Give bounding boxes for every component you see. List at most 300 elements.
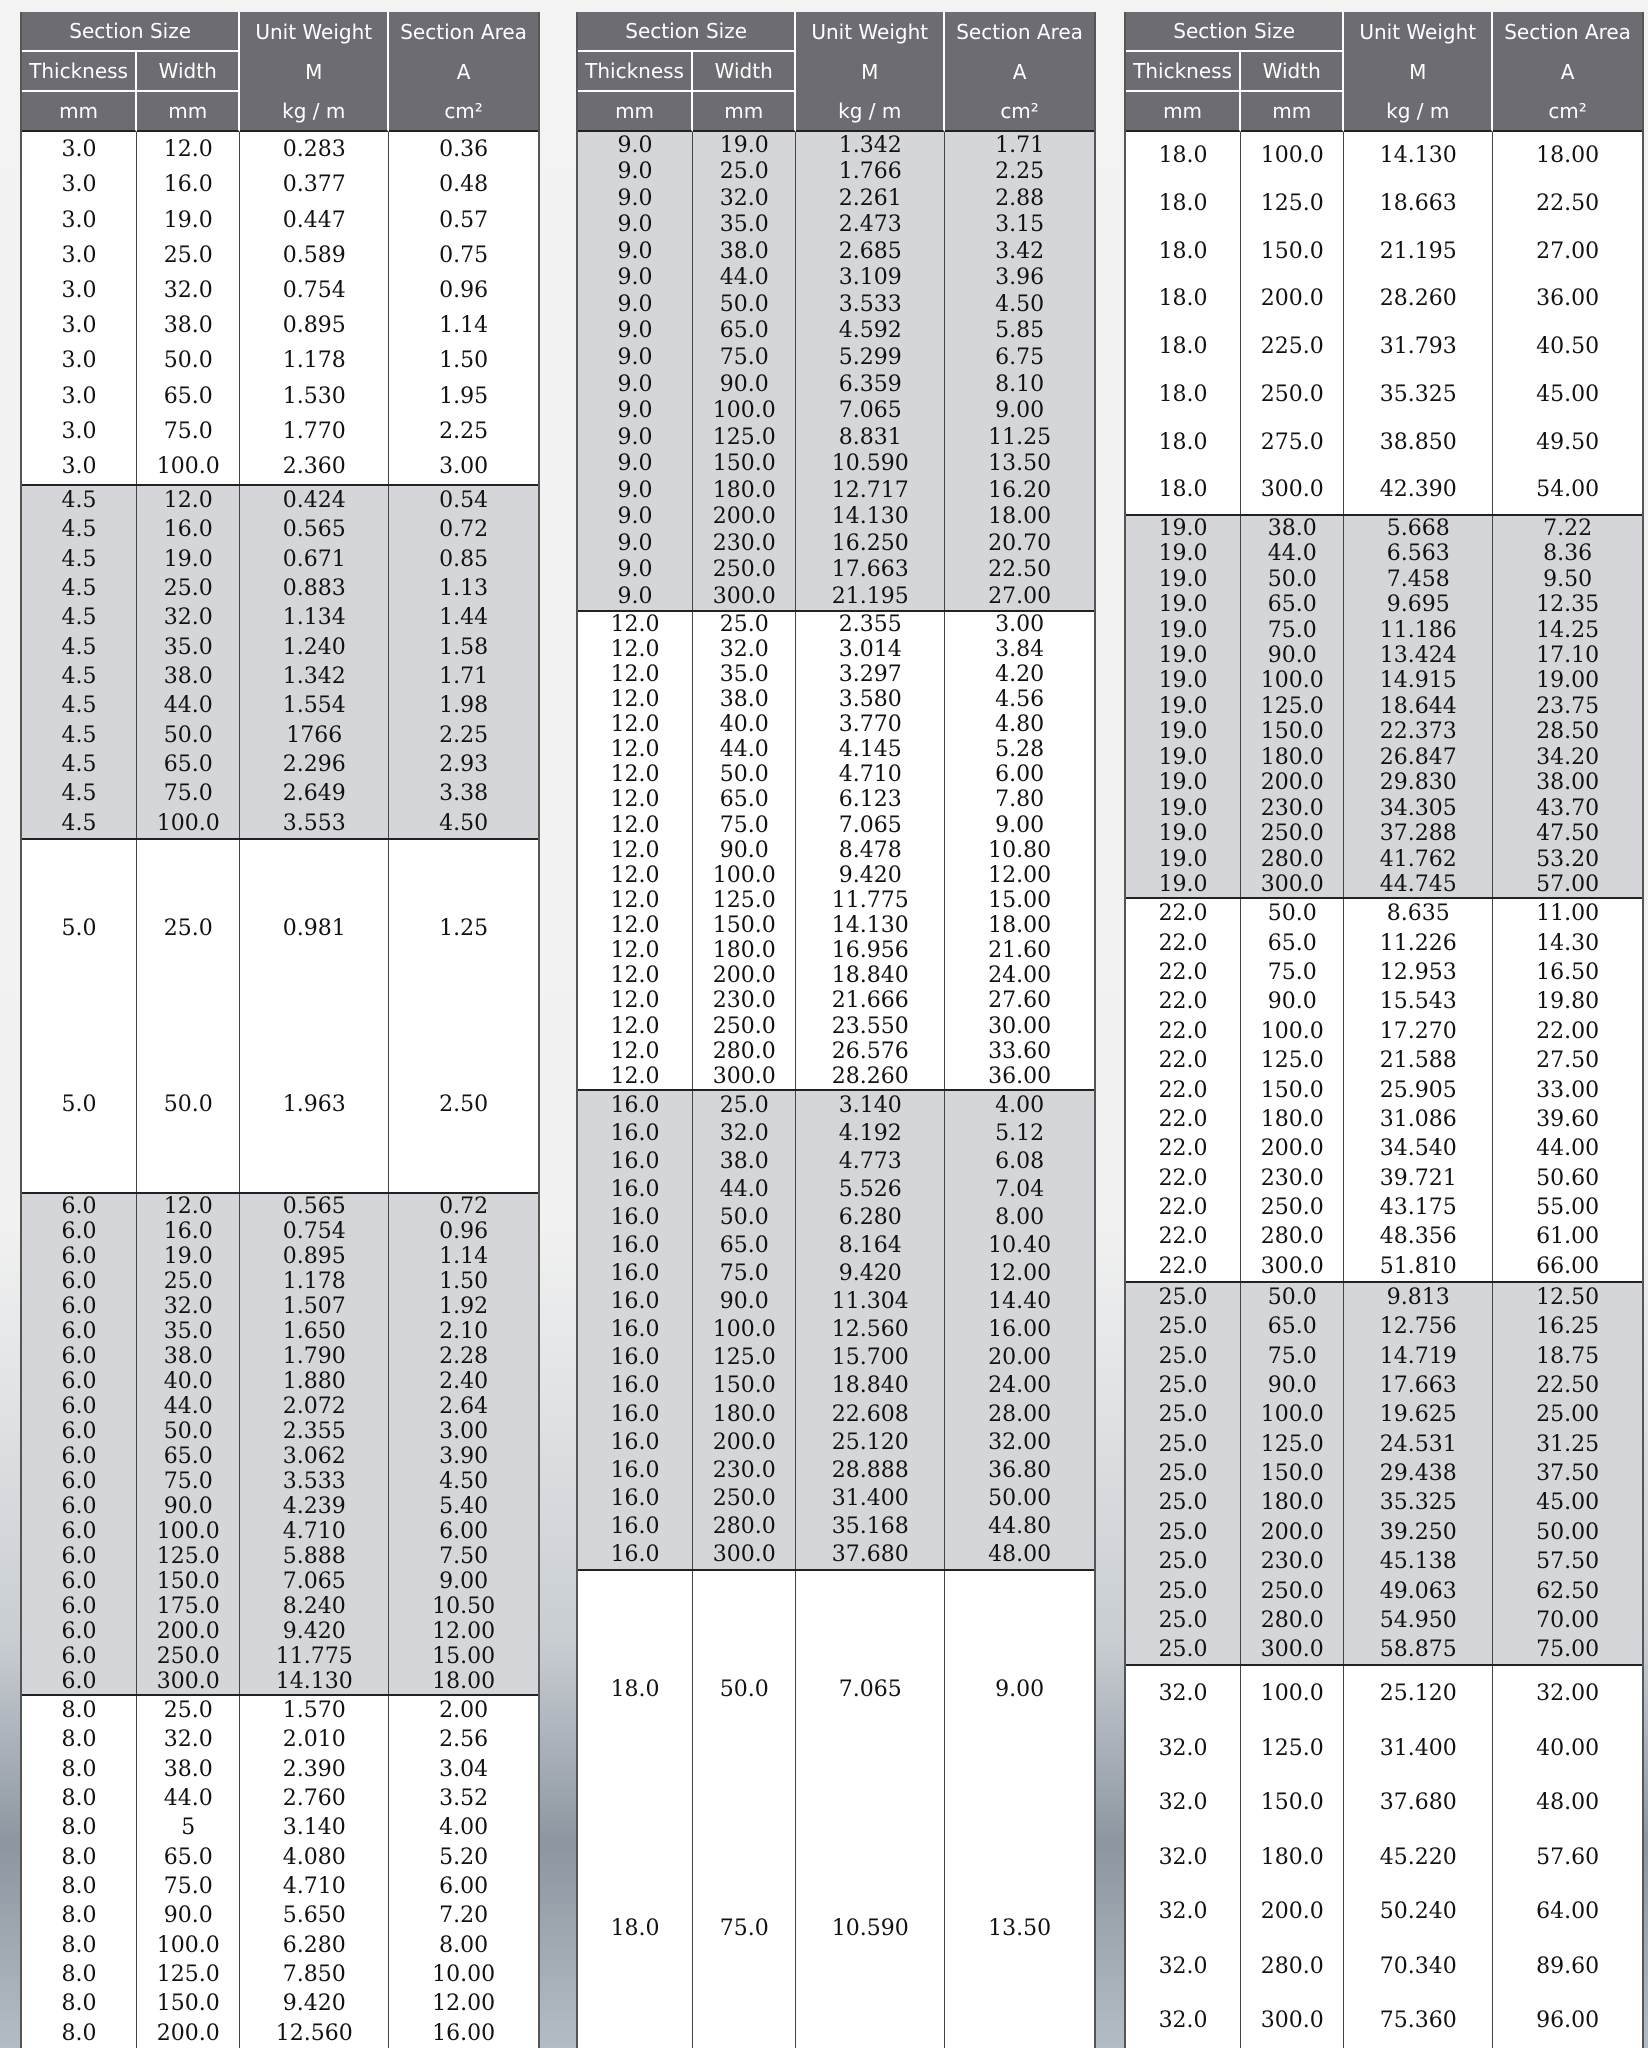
section-area-cell: 2.25 [439, 418, 489, 444]
thickness-cell: 4.5 [22, 750, 137, 779]
table-row [22, 1016, 538, 1192]
spec-table-middle [576, 12, 1096, 2048]
unit-weight-cell: 48.356 [1344, 1222, 1493, 1251]
section-area-cell: 4.56 [995, 686, 1045, 712]
table-row [22, 1519, 538, 1544]
unit-weight-cell: 21.195 [796, 583, 945, 610]
thickness-cell: 3.0 [22, 378, 137, 413]
thickness-cell: 6.0 [22, 1394, 137, 1419]
table-row [578, 265, 1094, 292]
unit-weight-cell: 0.377 [240, 167, 389, 202]
table-row [1126, 745, 1642, 770]
unit-weight-cell: 39.721 [1344, 1163, 1493, 1192]
section-area-cell: 40.00 [1536, 1735, 1600, 1761]
thickness-cell: 18.0 [1126, 227, 1241, 275]
header-unit-mm: mm [22, 92, 137, 132]
unit-weight-cell: 16.956 [796, 938, 945, 963]
unit-weight-cell: 21.195 [1344, 227, 1493, 275]
unit-weight-cell: 39.250 [1344, 1518, 1493, 1547]
section-area-cell: 4.20 [995, 661, 1045, 687]
section-area-cell: 23.75 [1536, 693, 1600, 719]
section-area-cell: 14.40 [988, 1289, 1052, 1315]
table-row [578, 1260, 1094, 1288]
width-cell: 150.0 [1241, 719, 1344, 744]
unit-weight-cell: 35.325 [1344, 371, 1493, 419]
unit-weight-cell: 11.186 [1344, 617, 1493, 642]
width-cell: 180.0 [693, 938, 796, 963]
thickness-cell: 22.0 [1126, 1075, 1241, 1104]
section-area-cell: 7.50 [439, 1544, 489, 1569]
section-area-cell: 33.00 [1536, 1077, 1600, 1103]
table-row [578, 1484, 1094, 1512]
unit-weight-cell: 9.420 [796, 1260, 945, 1288]
width-cell: 44.0 [137, 1394, 240, 1419]
width-cell: 300.0 [1241, 1635, 1344, 1664]
thickness-cell: 3.0 [22, 238, 137, 273]
table-row [22, 1194, 538, 1219]
width-cell: 75.0 [1241, 617, 1344, 642]
thickness-cell: 8.0 [22, 1989, 137, 2018]
unit-weight-cell: 22.373 [1344, 719, 1493, 744]
section-area-cell: 2.00 [439, 1698, 489, 1724]
thickness-cell: 6.0 [22, 1644, 137, 1669]
unit-weight-cell: 1.342 [796, 132, 945, 159]
section-area-cell: 0.54 [439, 488, 489, 514]
width-cell: 5 [137, 1813, 240, 1842]
unit-weight-cell: 4.710 [796, 762, 945, 787]
header-section-size: Section Size [1126, 12, 1344, 52]
unit-weight-cell: 3.014 [796, 637, 945, 662]
width-cell: 75.0 [693, 344, 796, 371]
thickness-cell: 16.0 [578, 1344, 693, 1372]
thickness-cell: 9.0 [578, 371, 693, 398]
unit-weight-cell: 1.240 [240, 633, 389, 662]
thickness-cell: 18.0 [1126, 132, 1241, 180]
thickness-cell: 19.0 [1126, 745, 1241, 770]
thickness-cell: 8.0 [22, 1725, 137, 1754]
thickness-cell: 12.0 [578, 1014, 693, 1039]
table-row [22, 1494, 538, 1519]
section-area-cell: 5.40 [439, 1494, 489, 1519]
width-cell: 16.0 [137, 1219, 240, 1244]
table-row [22, 662, 538, 691]
unit-weight-cell: 22.608 [796, 1400, 945, 1428]
thickness-cell: 6.0 [22, 1194, 137, 1219]
thickness-cell: 25.0 [1126, 1371, 1241, 1400]
unit-weight-cell: 2.010 [240, 1725, 389, 1754]
thickness-cell: 9.0 [578, 318, 693, 345]
thickness-cell: 5.0 [22, 1016, 137, 1192]
unit-weight-cell: 4.710 [240, 1519, 389, 1544]
unit-weight-cell: 6.563 [1344, 541, 1493, 566]
section-area-cell: 27.00 [1536, 238, 1600, 264]
thickness-cell: 19.0 [1126, 592, 1241, 617]
thickness-cell: 9.0 [578, 159, 693, 186]
table-row [578, 238, 1094, 265]
table-row [1126, 1017, 1642, 1046]
section-area-cell: 1.71 [439, 664, 489, 690]
header-a-symbol: A [456, 60, 471, 84]
thickness-group [1126, 516, 1642, 900]
thickness-group [22, 486, 538, 840]
thickness-cell: 16.0 [578, 1400, 693, 1428]
width-cell: 19.0 [137, 545, 240, 574]
thickness-cell: 12.0 [578, 888, 693, 913]
width-cell: 180.0 [1241, 1105, 1344, 1134]
width-cell: 35.0 [137, 633, 240, 662]
section-area-cell: 28.50 [1536, 719, 1600, 745]
unit-weight-cell: 7.065 [240, 1569, 389, 1594]
width-cell: 225.0 [1241, 323, 1344, 371]
width-cell: 25.0 [693, 1091, 796, 1119]
unit-weight-cell: 0.981 [240, 840, 389, 1016]
table-row [1126, 1371, 1642, 1400]
width-cell: 200.0 [1241, 1884, 1344, 1939]
table-row [22, 449, 538, 484]
header-thickness: Thickness [578, 52, 693, 92]
table-row [1126, 899, 1642, 928]
header-unit-kgm: kg / m [240, 92, 389, 132]
width-cell: 180.0 [1241, 1830, 1344, 1885]
width-cell: 150.0 [1241, 1459, 1344, 1488]
thickness-cell: 16.0 [578, 1231, 693, 1259]
table-row [578, 737, 1094, 762]
width-cell: 125.0 [1241, 180, 1344, 228]
header-a-symbol: A [1012, 60, 1027, 84]
table-row [578, 662, 1094, 687]
thickness-cell: 25.0 [1126, 1576, 1241, 1605]
width-cell: 100.0 [1241, 1400, 1344, 1429]
unit-weight-cell: 7.065 [796, 813, 945, 838]
width-cell: 32.0 [137, 273, 240, 308]
table-header [578, 12, 1094, 132]
unit-weight-cell: 6.123 [796, 787, 945, 812]
section-area-cell: 12.00 [432, 1619, 496, 1644]
width-cell: 50.0 [137, 343, 240, 378]
width-cell: 150.0 [693, 450, 796, 477]
width-cell: 275.0 [1241, 418, 1344, 466]
header-m-symbol: M [1344, 52, 1493, 92]
table-row [22, 1619, 538, 1644]
width-cell: 75.0 [693, 813, 796, 838]
unit-weight-cell: 17.270 [1344, 1017, 1493, 1046]
table-row [578, 1014, 1094, 1039]
width-cell: 32.0 [693, 637, 796, 662]
table-row [22, 750, 538, 779]
thickness-cell: 9.0 [578, 530, 693, 557]
section-area-cell: 2.10 [439, 1319, 489, 1344]
thickness-cell: 12.0 [578, 1064, 693, 1089]
section-area-cell: 12.50 [1536, 1284, 1600, 1310]
width-cell: 44.0 [693, 265, 796, 292]
section-area-cell: 16.50 [1536, 960, 1600, 986]
section-area-cell: 11.25 [988, 424, 1052, 450]
table-row [578, 1203, 1094, 1231]
section-area-cell: 24.00 [988, 963, 1052, 989]
unit-weight-cell: 9.695 [1344, 592, 1493, 617]
thickness-cell: 25.0 [1126, 1488, 1241, 1517]
thickness-cell: 16.0 [578, 1428, 693, 1456]
width-cell: 125.0 [693, 424, 796, 451]
thickness-cell: 25.0 [1126, 1606, 1241, 1635]
width-cell: 38.0 [137, 1344, 240, 1369]
section-area-cell: 5.28 [995, 737, 1045, 763]
thickness-cell: 18.0 [1126, 180, 1241, 228]
table-row [578, 132, 1094, 159]
thickness-cell: 6.0 [22, 1419, 137, 1444]
unit-weight-cell: 4.145 [796, 737, 945, 762]
header-unit-mm: mm [1241, 92, 1344, 132]
table-row [578, 1428, 1094, 1456]
table-row [1126, 592, 1642, 617]
section-area-cell: 5.85 [995, 318, 1045, 344]
table-row [578, 371, 1094, 398]
unit-weight-cell: 17.663 [796, 557, 945, 584]
thickness-cell: 8.0 [22, 1931, 137, 1960]
table-row [1126, 1830, 1642, 1885]
table-row [22, 1931, 538, 1960]
section-area-cell: 6.00 [439, 1874, 489, 1900]
thickness-cell: 3.0 [22, 273, 137, 308]
table-row [1126, 1400, 1642, 1429]
table-row [1126, 719, 1642, 744]
unit-weight-cell: 3.533 [796, 291, 945, 318]
unit-weight-cell: 35.325 [1344, 1488, 1493, 1517]
unit-weight-cell: 6.359 [796, 371, 945, 398]
section-area-cell: 15.00 [432, 1644, 496, 1669]
table-row [578, 1039, 1094, 1064]
unit-weight-cell: 8.240 [240, 1594, 389, 1619]
table-row [22, 1989, 538, 2018]
unit-weight-cell: 49.063 [1344, 1576, 1493, 1605]
table-row [578, 1147, 1094, 1175]
thickness-cell: 9.0 [578, 344, 693, 371]
header-unit-mm: mm [137, 92, 240, 132]
table-row [1126, 516, 1642, 541]
table-row [578, 938, 1094, 963]
width-cell: 65.0 [137, 378, 240, 413]
table-row [578, 1344, 1094, 1372]
section-area-cell: 2.40 [439, 1369, 489, 1394]
width-cell: 40.0 [137, 1369, 240, 1394]
thickness-cell: 6.0 [22, 1494, 137, 1519]
unit-weight-cell: 4.239 [240, 1494, 389, 1519]
section-area-cell: 0.48 [439, 172, 489, 198]
unit-weight-cell: 3.533 [240, 1469, 389, 1494]
table-row [22, 343, 538, 378]
table-row [1126, 1666, 1642, 1721]
section-area-cell: 4.50 [439, 1469, 489, 1494]
width-cell: 25.0 [137, 238, 240, 273]
table-row [578, 1512, 1094, 1540]
table-row [1126, 770, 1642, 795]
section-area-cell: 50.00 [988, 1485, 1052, 1511]
width-cell: 50.0 [693, 762, 796, 787]
unit-weight-cell: 5.650 [240, 1901, 389, 1930]
section-area-cell: 3.84 [995, 636, 1045, 662]
thickness-cell: 12.0 [578, 963, 693, 988]
width-cell: 150.0 [693, 1372, 796, 1400]
section-area-cell: 10.40 [988, 1233, 1052, 1259]
thickness-cell: 18.0 [1126, 418, 1241, 466]
thickness-cell: 4.5 [22, 515, 137, 544]
section-area-cell: 96.00 [1536, 2008, 1600, 2034]
thickness-group [578, 1571, 1094, 2048]
table-row [22, 308, 538, 343]
section-area-cell: 4.00 [995, 1092, 1045, 1118]
unit-weight-cell: 1.134 [240, 603, 389, 632]
unit-weight-cell: 44.745 [1344, 872, 1493, 897]
section-area-cell: 3.52 [439, 1786, 489, 1812]
width-cell: 230.0 [1241, 1547, 1344, 1576]
table-body [578, 132, 1094, 2048]
header-unit-cm2: cm² [389, 92, 538, 132]
thickness-cell: 16.0 [578, 1288, 693, 1316]
section-area-cell: 22.50 [988, 557, 1052, 583]
thickness-cell: 22.0 [1126, 1163, 1241, 1192]
section-area-cell: 38.00 [1536, 770, 1600, 796]
thickness-cell: 32.0 [1126, 1939, 1241, 1994]
thickness-cell: 18.0 [1126, 275, 1241, 323]
unit-weight-cell: 2.261 [796, 185, 945, 212]
table-row [22, 721, 538, 750]
thickness-cell: 4.5 [22, 779, 137, 808]
width-cell: 65.0 [693, 787, 796, 812]
width-cell: 90.0 [137, 1494, 240, 1519]
header-unit-mm: mm [693, 92, 796, 132]
table-row [1126, 1775, 1642, 1830]
unit-weight-cell: 35.168 [796, 1512, 945, 1540]
thickness-cell: 3.0 [22, 308, 137, 343]
thickness-cell: 19.0 [1126, 643, 1241, 668]
width-cell: 175.0 [137, 1594, 240, 1619]
header-section-area: Section Area [400, 20, 527, 44]
table-row [1126, 987, 1642, 1016]
header-row-units [578, 92, 1094, 132]
section-area-cell: 37.50 [1536, 1461, 1600, 1487]
table-row [1126, 1193, 1642, 1222]
unit-weight-cell: 9.420 [240, 1619, 389, 1644]
unit-weight-cell: 7.065 [796, 1571, 945, 1810]
table-row [578, 424, 1094, 451]
width-cell: 180.0 [1241, 745, 1344, 770]
unit-weight-cell: 29.830 [1344, 770, 1493, 795]
section-area-cell: 0.85 [439, 546, 489, 572]
unit-weight-cell: 3.297 [796, 662, 945, 687]
width-cell: 150.0 [1241, 227, 1344, 275]
section-area-cell: 40.50 [1536, 334, 1600, 360]
section-area-cell: 3.90 [439, 1444, 489, 1469]
table-row [1126, 1488, 1642, 1517]
table-row [1126, 1635, 1642, 1664]
width-cell: 65.0 [693, 318, 796, 345]
width-cell: 230.0 [693, 530, 796, 557]
width-cell: 230.0 [693, 1456, 796, 1484]
width-cell: 230.0 [1241, 795, 1344, 820]
table-row [22, 691, 538, 720]
table-row [1126, 275, 1642, 323]
header-section-area: Section Area [1504, 20, 1631, 44]
width-cell: 150.0 [1241, 1075, 1344, 1104]
thickness-cell: 6.0 [22, 1669, 137, 1694]
table-row [22, 840, 538, 1016]
table-row [578, 318, 1094, 345]
table-row [22, 1269, 538, 1294]
width-cell: 90.0 [137, 1901, 240, 1930]
table-row [22, 273, 538, 308]
width-cell: 230.0 [693, 988, 796, 1013]
width-cell: 125.0 [1241, 1430, 1344, 1459]
table-row [1126, 1312, 1642, 1341]
width-cell: 50.0 [693, 291, 796, 318]
thickness-cell: 4.5 [22, 633, 137, 662]
header-row-symbols [22, 52, 538, 92]
unit-weight-cell: 8.478 [796, 838, 945, 863]
unit-weight-cell: 3.553 [240, 809, 389, 838]
unit-weight-cell: 2.649 [240, 779, 389, 808]
table-row [22, 202, 538, 237]
header-width: Width [1241, 52, 1344, 92]
thickness-cell: 6.0 [22, 1594, 137, 1619]
unit-weight-cell: 1.530 [240, 378, 389, 413]
table-row [578, 583, 1094, 610]
section-area-cell: 16.00 [432, 2020, 496, 2046]
table-row [578, 687, 1094, 712]
section-area-cell: 0.57 [439, 207, 489, 233]
unit-weight-cell: 43.175 [1344, 1193, 1493, 1222]
thickness-cell: 12.0 [578, 838, 693, 863]
unit-weight-cell: 15.700 [796, 1344, 945, 1372]
table-row [22, 633, 538, 662]
width-cell: 32.0 [137, 1725, 240, 1754]
width-cell: 44.0 [137, 691, 240, 720]
thickness-cell: 12.0 [578, 813, 693, 838]
section-area-cell: 2.28 [439, 1344, 489, 1369]
width-cell: 180.0 [1241, 1488, 1344, 1517]
thickness-cell: 22.0 [1126, 987, 1241, 1016]
section-area-cell: 57.60 [1536, 1844, 1600, 1870]
section-area-cell: 27.60 [988, 988, 1052, 1014]
section-area-cell: 47.50 [1536, 821, 1600, 847]
unit-weight-cell: 8.164 [796, 1231, 945, 1259]
thickness-cell: 6.0 [22, 1319, 137, 1344]
section-area-cell: 48.00 [988, 1542, 1052, 1568]
thickness-cell: 22.0 [1126, 1193, 1241, 1222]
unit-weight-cell: 0.424 [240, 486, 389, 515]
unit-weight-cell: 13.424 [1344, 643, 1493, 668]
table-row [22, 545, 538, 574]
table-row [22, 574, 538, 603]
width-cell: 200.0 [693, 1428, 796, 1456]
header-unit-mm: mm [1126, 92, 1241, 132]
table-row [578, 1571, 1094, 1810]
width-cell: 75.0 [693, 1809, 796, 2048]
header-section-size: Section Size [22, 12, 240, 52]
table-row [1126, 1222, 1642, 1251]
section-area-cell: 1.25 [439, 915, 489, 941]
thickness-cell: 32.0 [1126, 1775, 1241, 1830]
unit-weight-cell: 17.663 [1344, 1371, 1493, 1400]
unit-weight-cell: 14.915 [1344, 668, 1493, 693]
unit-weight-cell: 4.592 [796, 318, 945, 345]
table-row [1126, 1547, 1642, 1576]
unit-weight-cell: 14.130 [1344, 132, 1493, 180]
section-area-cell: 10.80 [988, 837, 1052, 863]
thickness-cell: 12.0 [578, 787, 693, 812]
thickness-cell: 8.0 [22, 1784, 137, 1813]
section-area-cell: 0.36 [439, 137, 489, 163]
section-area-cell: 1.95 [439, 383, 489, 409]
